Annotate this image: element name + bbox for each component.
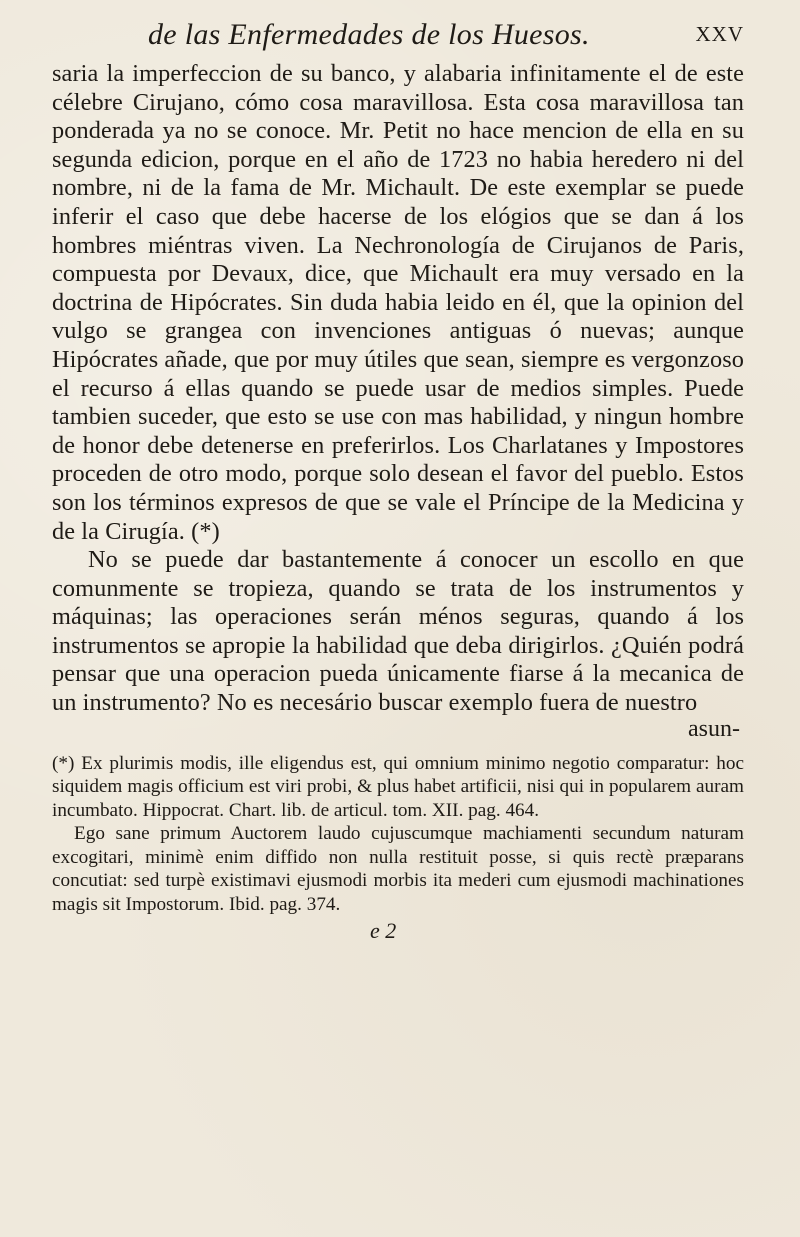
catchword-line — [52, 715, 744, 748]
footnotes — [52, 752, 744, 917]
paragraph: saria la imperfeccion de su banco, y alabaria infinitamente el de este célebre Cirujano, cómo cosa maravillosa. Esta cosa maravillosa tan ponderada ya no se conoce. Mr. Petit no hace mencion de ella en su segunda edicion, porque en el año de 1723 no habia heredero ni del nombre, ni de la fama de Mr. Michault. De este exemplar se puede inferir el caso que debe hacerse de los elógios que se dan á los hombres miéntras viven. La Nechronología de Cirujanos de Paris, compuesta por Devaux, dice, que Michault era muy versado en la doctrina de Hipócrates. Sin duda habia leido en él, que la opinion del vulgo se grangea con invenciones antiguas ó nuevas; aunque Hipócrates añade, que por muy útiles que sean, siempre es vergonzoso el recurso á ellas quando se puede usar de medios simples. Puede tambien suceder, que esto se use con mas habilidad, y ningun hombre de honor debe detenerse en preferirlos. Los Charlatanes y Impostores proceden de otro modo, porque solo desean el favor del pueblo. Estos son los términos expresos de que se vale el Príncipe de la Medicina y de la Cirugía. (*) — [52, 60, 744, 545]
page-number: XXV — [695, 22, 744, 46]
running-head — [52, 18, 744, 60]
paragraph: No se puede dar bastantemente á conocer un escollo en que comunmente se tropieza, quando se trata de los instrumentos y máquinas; las operaciones serán ménos seguras, quando á los instrumentos se apropie la habilidad que deba dirigirlos. ¿Quién podrá pensar que una operacion pueda únicamente fiarse á la mecanica de un instrumento? No es necesário buscar exemplo fuera de nuestro — [52, 546, 744, 717]
footnote: Ego sane primum Auctorem laudo cujuscumque machiamenti secundum naturam excogitari, minimè enim diffido non nulla restituit posse, si quis rectè præparans concutiat: sed turpè existimavi ejusmodi morbis ita mederi cum ejusmodi machinationes magis sit Impostorum. Ibid. pag. 374. — [52, 823, 744, 915]
signature-mark: e 2 — [370, 918, 397, 944]
signature-line — [52, 916, 744, 946]
running-title: de las Enfermedades de los Huesos. — [148, 18, 590, 51]
catchword: asun- — [688, 715, 740, 742]
footnote: (*) Ex plurimis modis, ille eligendus est, qui omnium minimo negotio comparatur: hoc siquidem magis officium est viri probi, & plus habet artificii, nisi qui in popularem auram incumbato. Hippocrat. Chart. lib. de articul. tom. XII. pag. 464. — [52, 752, 744, 821]
main-text — [52, 60, 744, 718]
